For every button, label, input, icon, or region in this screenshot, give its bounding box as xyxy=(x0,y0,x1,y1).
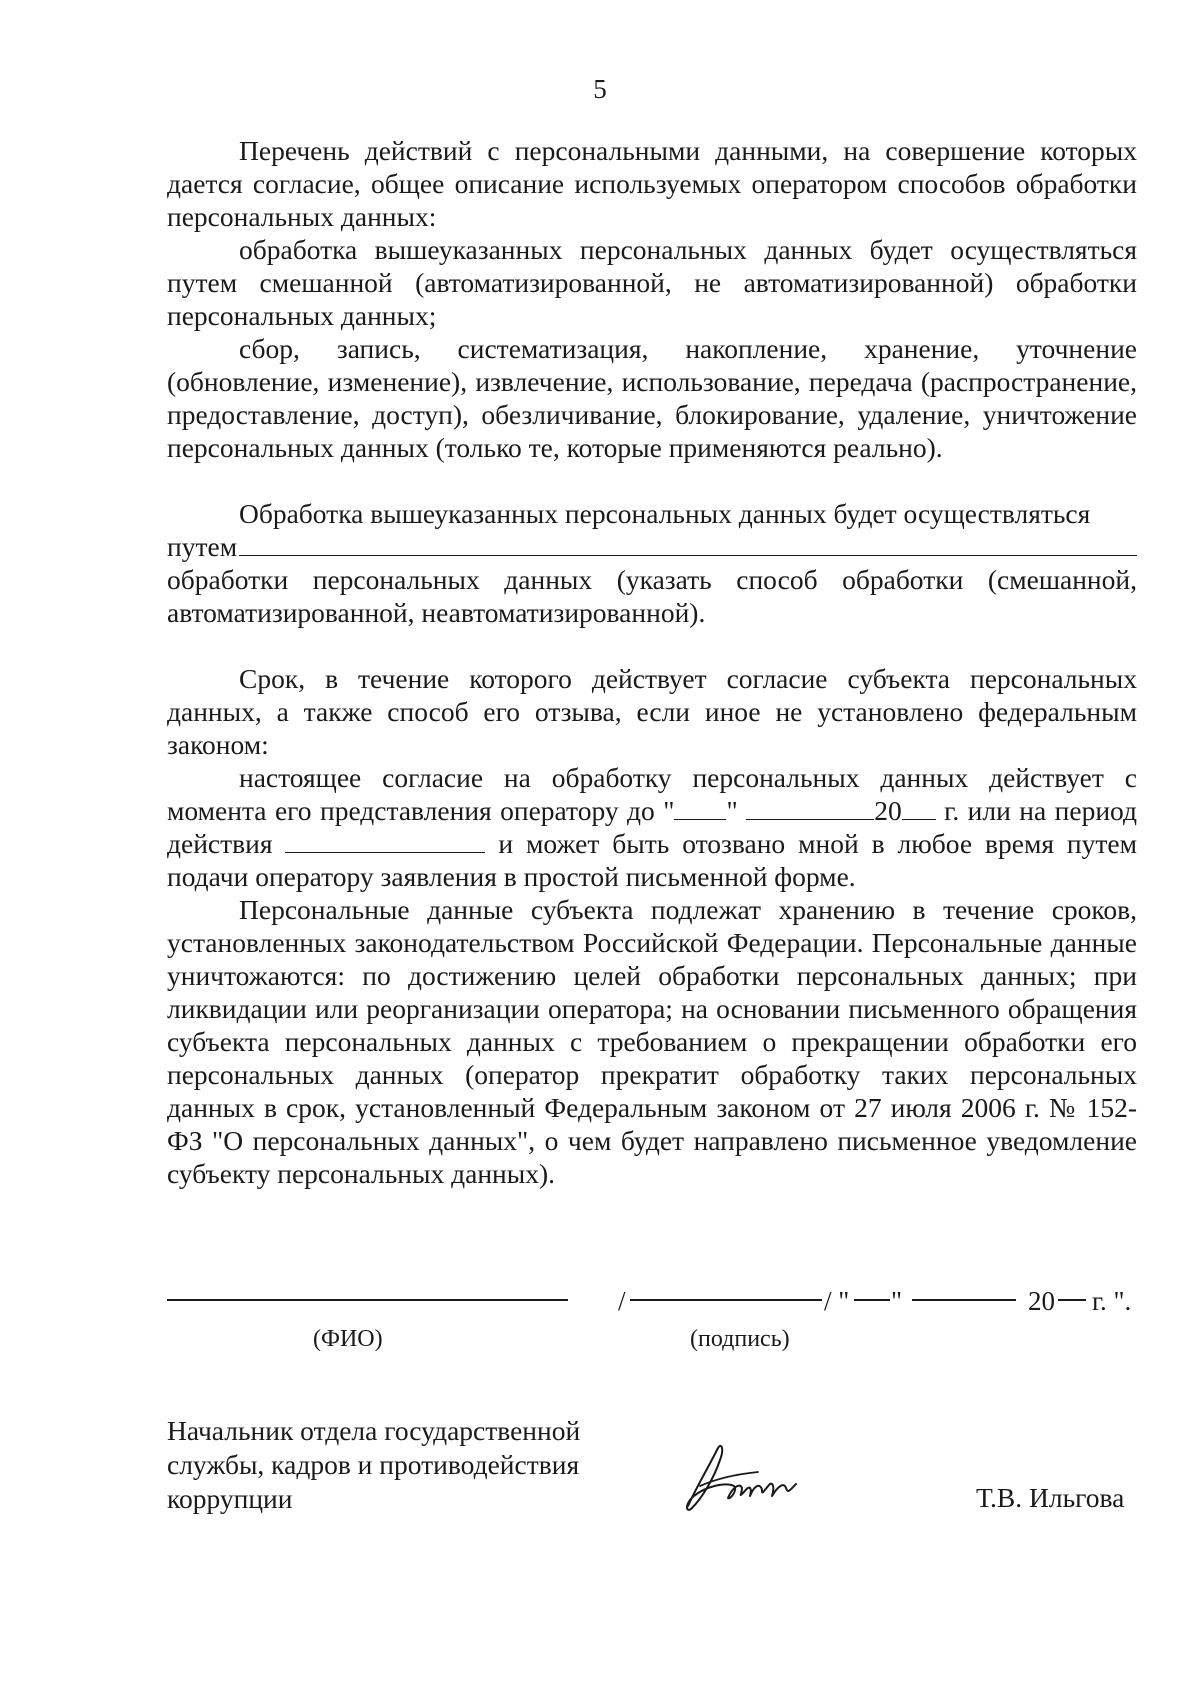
consent-quote-close: " xyxy=(726,795,738,826)
page-number: 5 xyxy=(593,74,607,104)
official-title xyxy=(167,1414,580,1516)
processing-method-label: путем xyxy=(167,531,238,562)
consent-end-text: и может быть отозвано мной в любое время путем подачи оператору заявления в простой письменной форме. xyxy=(167,828,1138,892)
signature-caption: (подпись) xyxy=(690,1326,790,1352)
consent-term-paragraph xyxy=(167,761,1137,893)
signature-year-prefix: 20 xyxy=(1028,1286,1055,1316)
signature-month-blank[interactable] xyxy=(912,1299,1016,1301)
official-title-line-1: Начальник отдела государственной xyxy=(167,1415,581,1446)
processing-method-hint: обработки персональных данных (указать способ обработки (смешанной, автоматизированной, неавтоматизированной). xyxy=(167,564,1137,628)
signature-year-blank[interactable] xyxy=(1058,1299,1086,1301)
actions-item-list: сбор, запись, систематизация, накопление, хранение, уточнение (обновление, изменение), извлечение, использование, передача (распространение, предоставление, доступ), обезличивание, блокирование, удаление, уничтожение персональных данных (только те, которые применяются реально). xyxy=(167,333,1137,463)
consent-start-text: настоящее согласие на обработку персональных данных действует с момента его представления оператору до " xyxy=(167,762,1137,826)
signature-slash-close: / " xyxy=(824,1286,850,1316)
handwritten-signature xyxy=(678,1438,808,1518)
official-title-line-2: службы, кадров и противодействия xyxy=(167,1449,580,1480)
signature-year-suffix: г. ". xyxy=(1092,1286,1132,1316)
actions-item-processing: обработка вышеуказанных персональных данных будет осуществляться путем смешанной (автоматизированной, не автоматизированной) обработки персональных данных; xyxy=(167,234,1137,331)
storage-paragraph: Персональные данные субъекта подлежат хранению в течение сроков, установленных законодательством Российской Федерации. Персональные данные уничтожаются: по достижению целей обработки персональных данных; при ликвидации или реорганизации оператора; на основании письменного обращения субъекта персональных данных с требованием о прекращении обработки его персональных данных (оператор прекратит обработку таких персональных данных в срок, установленный Федеральным законом от 27 июля 2006 г. № 152-ФЗ "О персональных данных", о чем будет направлено письменное уведомление субъекту персональных данных). xyxy=(167,894,1137,1189)
consent-year-prefix: 20 xyxy=(874,795,902,826)
processing-method-field xyxy=(167,530,1137,563)
official-name: Т.В. Ильгова xyxy=(976,1482,1125,1513)
consent-period-blank[interactable] xyxy=(285,828,485,853)
processing-method-blank[interactable] xyxy=(239,531,1137,556)
fio-caption: (ФИО) xyxy=(313,1326,383,1352)
signature-day-blank[interactable] xyxy=(854,1299,890,1301)
signature-line[interactable] xyxy=(630,1299,822,1301)
signature-quote-close: " xyxy=(891,1286,903,1316)
consent-term-intro: Срок, в течение которого действует согласие субъекта персональных данных, а также способ его отзыва, если иное не установлено федеральным законом: xyxy=(167,663,1137,760)
consent-day-blank[interactable] xyxy=(674,795,726,820)
actions-intro: Перечень действий с персональными данными, на совершение которых дается согласие, общее описание используемых оператором способов обработки персональных данных: xyxy=(167,135,1137,232)
processing-method-line: Обработка вышеуказанных персональных данных будет осуществляться xyxy=(239,498,1091,529)
document-body xyxy=(167,134,1137,1190)
signature-slash-open: / xyxy=(618,1286,626,1316)
official-title-line-3: коррупции xyxy=(167,1483,293,1514)
consent-month-blank[interactable] xyxy=(746,795,874,820)
consent-period-text: г. или на период действия xyxy=(167,795,1138,859)
fio-line[interactable] xyxy=(167,1299,568,1301)
consent-year-blank[interactable] xyxy=(902,795,936,820)
